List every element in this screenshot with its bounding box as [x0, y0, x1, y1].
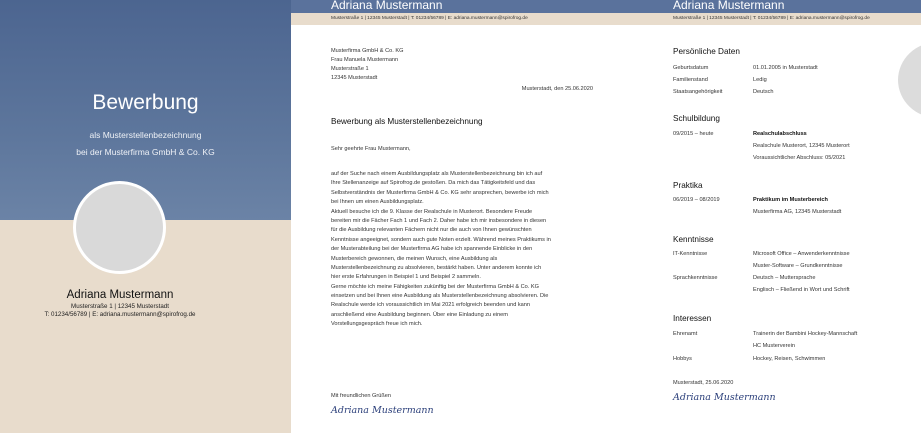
cover-applicant-name: Adriana Mustermann	[66, 289, 174, 301]
page-header-name: Adriana Mustermann	[632, 0, 921, 13]
cv-value: 01.01.2005 in Musterstadt	[753, 65, 818, 71]
recipient-line: Musterstraße 1	[331, 66, 369, 72]
cv-value: Muster-Software – Grundkenntnisse	[753, 263, 843, 269]
cv-value: Deutsch	[753, 89, 774, 95]
cv-value: Deutsch – Muttersprache	[753, 275, 816, 281]
section-title-interests: Interessen	[673, 314, 712, 323]
cv-internship-place: Musterfirma AG, 12345 Musterstadt	[753, 209, 842, 215]
recipient-block	[331, 47, 403, 83]
cv-value: Hockey, Reisen, Schwimmen	[753, 356, 826, 362]
body-line: Realschule werde ich voraussichtlich im Mai 2021 erfolgreich beenden und kann	[331, 302, 531, 309]
page-header-contact: Musterstraße 1 | 12345 Musterstadt | T: 01234/56789 | E: adriana.mustermann@spirofrog.de	[632, 13, 921, 25]
letter-page	[291, 0, 632, 433]
body-line: Ihre Stellenanzeige auf Spirofrog.de gestoßen. Da mich das Tätigkeitsfeld und das	[331, 180, 536, 187]
cv-photo-placeholder	[898, 42, 921, 118]
cover-company-line: bei der Musterfirma GmbH & Co. KG	[76, 147, 215, 157]
cv-internship-name: Praktikum im Musterbereich	[753, 197, 828, 203]
body-line: einsetzen und bei Ihnen eine Ausbildung als Musterstellenbezeichnung absolvieren. Die	[331, 293, 549, 300]
letter-closing: Mit freundlichen Grüßen	[331, 393, 392, 399]
cv-signature: Adriana Mustermann	[673, 392, 776, 403]
letter-signature: Adriana Mustermann	[331, 405, 434, 416]
body-line: Kenntnisse angeeignet, sondern auch gute Noten erzielt. Während meines Praktikums in	[331, 236, 551, 243]
cover-photo-placeholder	[73, 181, 166, 274]
letter-date: Musterstadt, den 25.06.2020	[521, 86, 593, 92]
section-title-school: Schulbildung	[673, 114, 720, 123]
body-line: Aktuell besuche ich die 9. Klasse der Realschule in Musterort. Besondere Freude	[331, 208, 533, 215]
cv-period: 09/2015 – heute	[673, 131, 714, 137]
cover-address: Musterstraße 1 | 12345 Musterstadt	[71, 303, 169, 310]
cover-contact: T: 01234/56789 | E: adriana.mustermann@spirofrog.de	[44, 311, 196, 318]
cv-label: Sprachkenntnisse	[673, 275, 718, 281]
cover-heading: Bewerbung	[92, 91, 199, 114]
letter-salutation: Sehr geehrte Frau Mustermann,	[331, 146, 411, 152]
cv-value: Trainerin der Bambini Hockey-Mannschaft	[753, 331, 858, 337]
letter-subject: Bewerbung als Musterstellenbezeichnung	[331, 117, 483, 126]
cv-place-date: Musterstadt, 25.06.2020	[673, 380, 734, 386]
cv-label: Ehrenamt	[673, 331, 698, 337]
cv-label: Geburtsdatum	[673, 65, 709, 71]
body-line: hier erste Erfahrungen in Beispiel 1 und Beispiel 2 sammeln.	[331, 274, 481, 281]
body-line: Musterbereich gewonnen, die meinen Wunsch, eine Ausbildung als	[331, 255, 498, 262]
recipient-line: 12345 Musterstadt	[331, 75, 378, 81]
cv-page	[632, 0, 921, 433]
recipient-line: Musterfirma GmbH & Co. KG	[331, 48, 404, 54]
body-line: bei Ihnen um einen Ausbildungsplatz.	[331, 199, 424, 206]
cover-page	[0, 0, 291, 433]
body-line: Vorstellungsgespräch freue ich mich.	[331, 321, 423, 328]
cv-value: Microsoft Office – Anwenderkenntnisse	[753, 251, 850, 257]
section-title-skills: Kenntnisse	[673, 235, 714, 244]
cv-value: Ledig	[753, 77, 767, 83]
cv-label: Staatsangehörigkeit	[673, 89, 723, 95]
cv-value: Englisch – Fließend in Wort und Schrift	[753, 287, 850, 293]
letter-body	[331, 170, 601, 330]
cv-degree: Realschulabschluss	[753, 131, 807, 137]
body-line: auf der Suche nach einem Ausbildungsplatz als Musterstellenbezeichnung bin ich auf	[331, 171, 543, 177]
section-title-internship: Praktika	[673, 181, 703, 190]
cv-school-graduation: Voraussichtlicher Abschluss: 05/2021	[753, 155, 846, 161]
cv-period: 06/2019 – 08/2019	[673, 197, 720, 203]
body-line: für die Ausbildung relevanten Fächern nicht nur die auch von Ihnen gewünschten	[331, 227, 532, 234]
cv-school-name: Realschule Musterort, 12345 Musterort	[753, 143, 850, 149]
body-line: der Musterabteilung bei der Musterfirma AG habe ich spannende Einblicke in den	[331, 246, 533, 253]
cv-label: IT-Kenntnisse	[673, 251, 708, 257]
body-line: bereiten mir die Fächer Fach 1 und Fach 2. Daher habe ich mir insbesondere in diesen	[331, 217, 547, 224]
page-header-contact: Musterstraße 1 | 12345 Musterstadt | T: 01234/56789 | E: adriana.mustermann@spirofrog.de	[291, 13, 632, 25]
body-line: Musterstellenbezeichnung zu absolvieren, bestärkt haben. Unter anderem konnte ich	[331, 264, 542, 271]
cv-value: HC Musterverein	[753, 343, 795, 349]
body-line: Selbstverständnis der Musterfirma GmbH & Co. KG sehr ansprechen, bewerbe ich mich	[331, 189, 549, 196]
section-title-personal: Persönliche Daten	[673, 47, 740, 56]
page-header-name: Adriana Mustermann	[291, 0, 632, 13]
body-line: Gerne möchte ich meine Fähigkeiten zukünftig bei der Musterfirma GmbH & Co. KG	[331, 283, 539, 290]
recipient-line: Frau Manuela Mustermann	[331, 57, 399, 63]
cover-position-line: als Musterstellenbezeichnung	[89, 130, 202, 140]
cv-label: Familienstand	[673, 77, 708, 83]
cv-label: Hobbys	[673, 356, 692, 362]
body-line: anschließend eine Ausbildung beginnen. Über eine Einladung zu einem	[331, 311, 508, 318]
